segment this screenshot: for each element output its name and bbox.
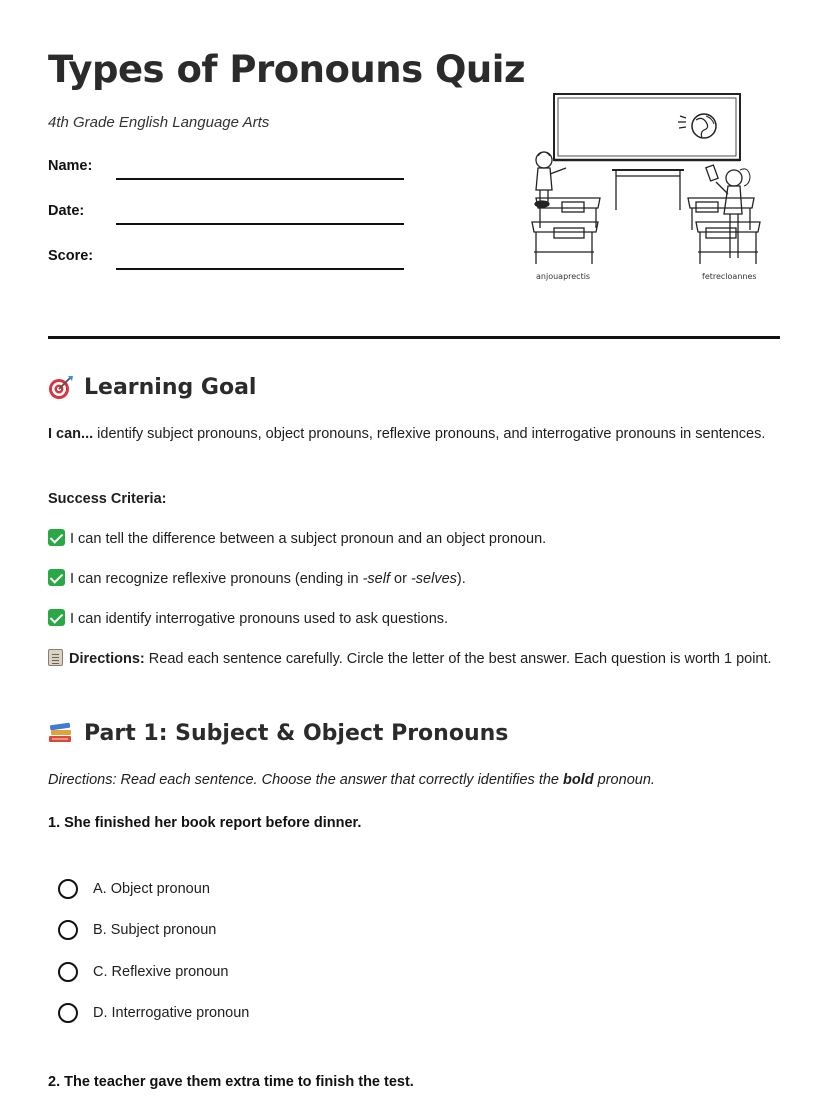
clipboard-icon <box>48 649 63 666</box>
directions-label: Directions: <box>69 651 145 667</box>
learning-goal-title: Learning Goal <box>84 374 257 400</box>
radio-button[interactable] <box>58 962 78 982</box>
name-label: Name: <box>48 158 93 174</box>
part1-heading <box>48 720 508 746</box>
question-1-option-d[interactable] <box>58 1001 249 1025</box>
part1-directions <box>48 768 788 793</box>
learning-goal-heading <box>48 374 256 400</box>
books-icon <box>48 720 74 746</box>
illustration-caption-left: anjouaprectis <box>536 272 591 281</box>
date-field[interactable] <box>116 223 404 225</box>
question-1-option-b[interactable] <box>58 918 216 942</box>
question-1-option-c[interactable] <box>58 960 228 984</box>
score-field[interactable] <box>116 268 404 270</box>
classroom-illustration <box>528 90 762 290</box>
i-can-text: identify subject pronouns, object pronouns, reflexive pronouns, and interrogative pronouns in sentences. <box>93 426 766 442</box>
criterion-3 <box>48 607 788 632</box>
part1-title: Part 1: Subject & Object Pronouns <box>84 720 509 746</box>
criterion-2-em-selves: -selves <box>410 571 457 587</box>
directions <box>48 647 788 672</box>
part1-directions-end: pronoun. <box>593 772 655 788</box>
criterion-2-text: I can recognize reflexive pronouns (ending in <box>70 571 363 587</box>
question-1: 1. She finished her book report before dinner. <box>48 815 362 831</box>
option-label: C. Reflexive pronoun <box>93 964 229 980</box>
criterion-2 <box>48 567 788 592</box>
name-field[interactable] <box>116 178 404 180</box>
radio-button[interactable] <box>58 879 78 899</box>
criterion-3-text: I can identify interrogative pronouns used to ask questions. <box>70 611 449 627</box>
target-icon <box>48 374 74 400</box>
date-label: Date: <box>48 203 85 219</box>
check-icon <box>48 609 65 626</box>
part1-directions-text: Directions: Read each sentence. Choose the answer that correctly identifies the <box>48 772 564 788</box>
section-divider <box>48 336 780 339</box>
directions-text: Read each sentence carefully. Circle the letter of the best answer. Each question is worth 1 point. <box>144 651 772 667</box>
part1-directions-bold: bold <box>563 772 594 788</box>
criterion-1-text: I can tell the difference between a subject pronoun and an object pronoun. <box>70 531 547 547</box>
i-can-statement <box>48 422 788 447</box>
option-label: B. Subject pronoun <box>93 922 217 938</box>
score-label: Score: <box>48 248 94 264</box>
check-icon <box>48 529 65 546</box>
criterion-2-text-mid: or <box>390 571 411 587</box>
page-title: Types of Pronouns Quiz <box>48 48 525 91</box>
i-can-label: I can... <box>48 426 94 442</box>
question-1-option-a[interactable] <box>58 877 210 901</box>
success-criteria-label: Success Criteria: <box>48 491 167 507</box>
option-label: D. Interrogative pronoun <box>93 1005 250 1021</box>
criterion-2-em-self: -self <box>362 571 390 587</box>
option-label: A. Object pronoun <box>93 881 210 897</box>
criterion-2-text-end: ). <box>456 571 466 587</box>
radio-button[interactable] <box>58 1003 78 1023</box>
criterion-1 <box>48 527 788 552</box>
question-2: 2. The teacher gave them extra time to finish the test. <box>48 1074 414 1090</box>
radio-button[interactable] <box>58 920 78 940</box>
check-icon <box>48 569 65 586</box>
page-subtitle: 4th Grade English Language Arts <box>48 114 270 131</box>
illustration-caption-right: fetrecloannes <box>702 272 757 281</box>
